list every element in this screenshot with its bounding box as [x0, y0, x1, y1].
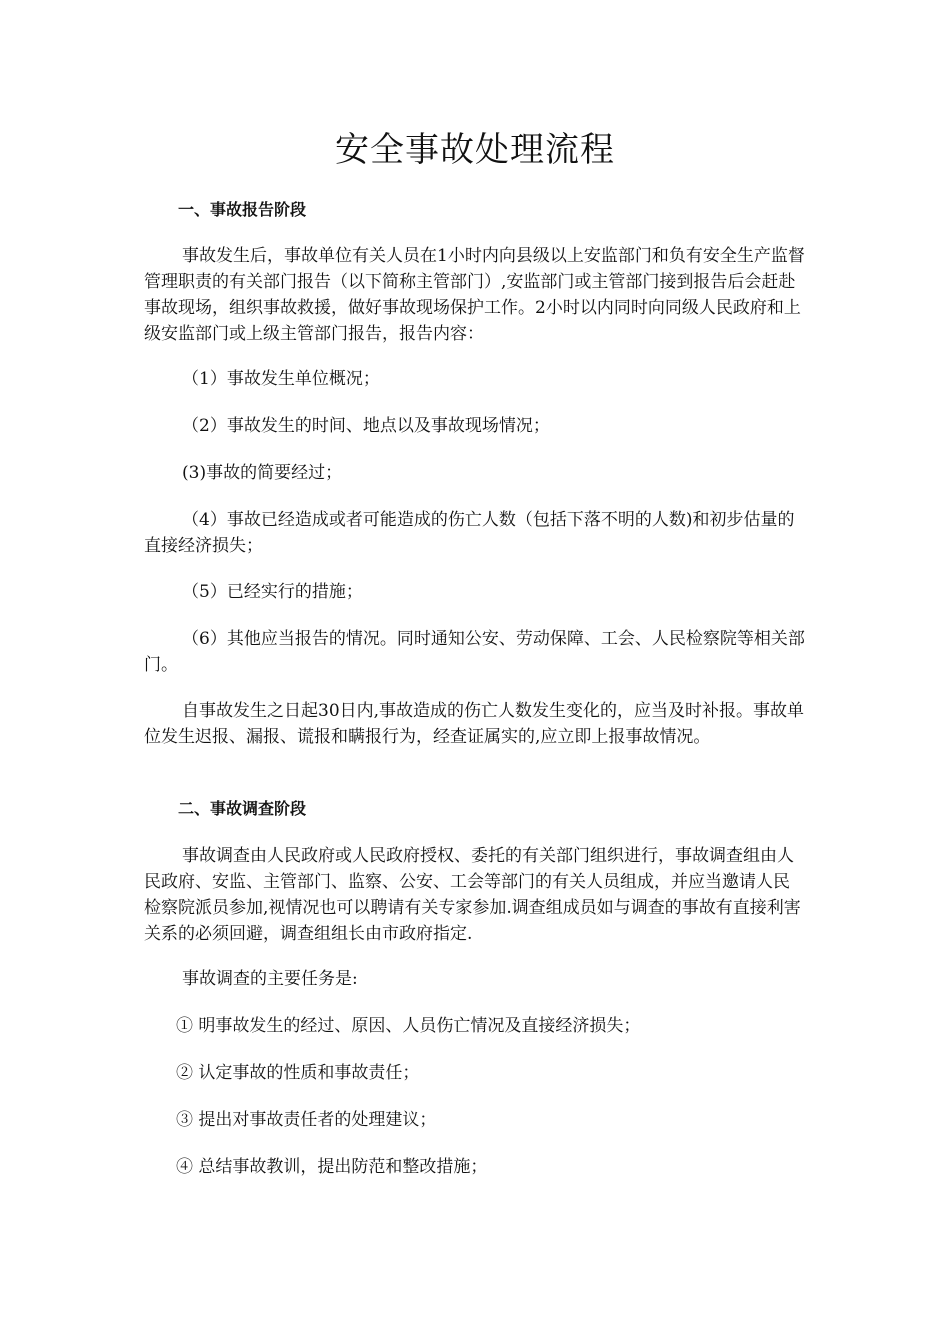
paragraph-tasks-intro: 事故调查的主要任务是:	[182, 969, 358, 989]
paragraph-report-closing: 自事故发生之日起30日内,事故造成的伤亡人数发生变化的，应当及时补报。事故单位发生迟报、漏报、谎报和瞒报行为，经查证属实的,应立即上报事故情况。	[144, 701, 805, 747]
section-heading-report: 一、事故报告阶段	[178, 200, 307, 219]
list-item: ① 明事故发生的经过、原因、人员伤亡情况及直接经济损失；	[176, 1016, 641, 1036]
paragraph-investigation-intro: 事故调查由人民政府或人民政府授权、委托的有关部门组织进行，事故调查组由人民政府、安监、主管部门、监察、公安、工会等部门的有关人员组成，并应当邀请人民检察院派员参加,视情况也可以聘请有关专家参加.调查组成员如与调查的事故有直接利害关系的必须回避，调查组组长由市政府指定.	[144, 846, 801, 944]
list-item: （5）已经实行的措施；	[182, 582, 363, 602]
list-item: （6）其他应当报告的情况。同时通知公安、劳动保障、工会、人民检察院等相关部门。	[144, 629, 805, 675]
list-item: (3)事故的简要经过；	[182, 463, 343, 483]
list-item: ② 认定事故的性质和事故责任；	[176, 1063, 420, 1083]
list-item: （2）事故发生的时间、地点以及事故现场情况；	[182, 416, 550, 436]
list-item: ④ 总结事故教训，提出防范和整改措施；	[176, 1157, 488, 1177]
list-item: （1）事故发生单位概况；	[182, 369, 380, 389]
document-title: 安全事故处理流程	[335, 130, 615, 170]
paragraph-report-intro: 事故发生后，事故单位有关人员在1小时内向县级以上安监部门和负有安全生产监督管理职责的有关部门报告（以下简称主管部门）,安监部门或主管部门接到报告后会赶赴事故现场，组织事故救援，做好事故现场保护工作。2小时以内同时向同级人民政府和上级安监部门或上级主管部门报告，报告内容：	[144, 246, 805, 344]
section-heading-investigation: 二、事故调查阶段	[178, 799, 307, 818]
list-item: （4）事故已经造成或者可能造成的伤亡人数（包括下落不明的人数)和初步估量的直接经济损失；	[144, 510, 795, 556]
list-item: ③ 提出对事故责任者的处理建议；	[176, 1110, 437, 1130]
